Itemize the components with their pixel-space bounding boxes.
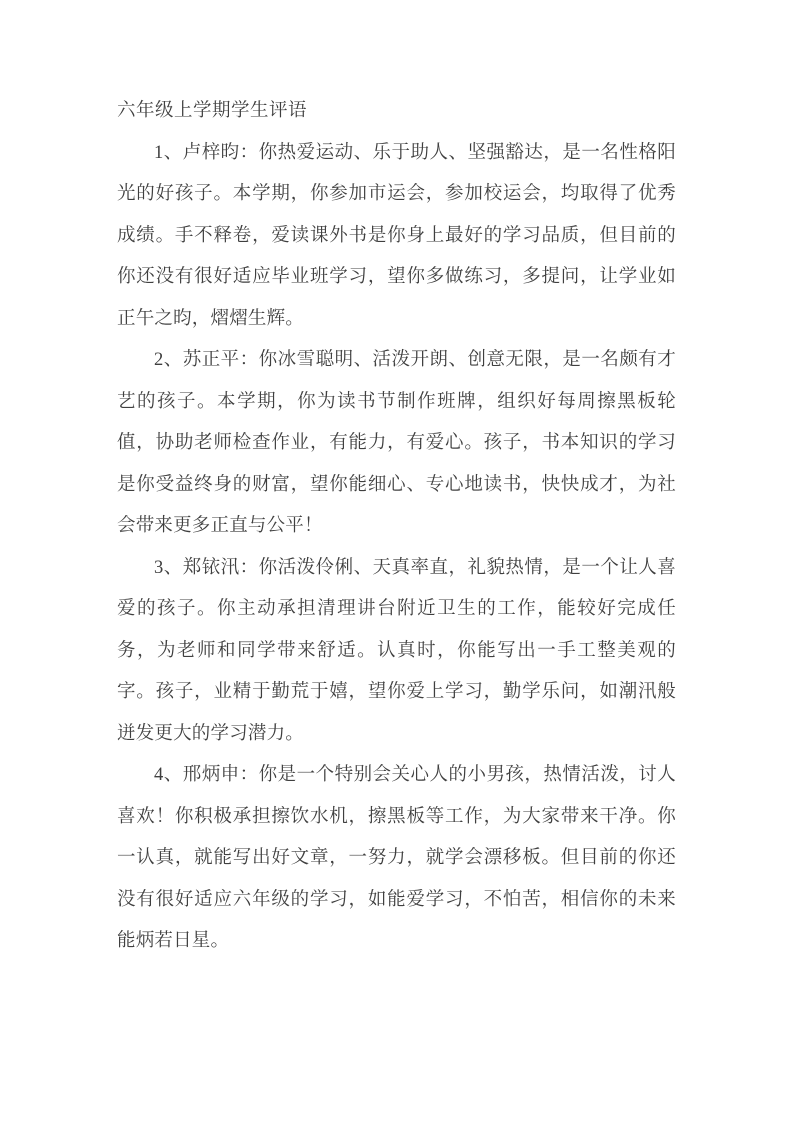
student-comment-paragraph-2: 2、苏正平：你冰雪聪明、活泼开朗、创意无限，是一名颇有才艺的孩子。本学期，你为读书节制作班牌，组织好每周擦黑板轮值，协助老师检查作业，有能力，有爱心。孩子，书本知识的学习是你受益终身的财富，望你能细心、专心地读书，快快成才，为社会带来更多正直与公平！ (117, 350, 676, 536)
student-comment-paragraph-4: 4、邢炳申：你是一个特别会关心人的小男孩，热情活泼，讨人喜欢！你积极承担擦饮水机，擦黑板等工作，为大家带来干净。你一认真，就能写出好文章，一努力，就学会漂移板。但目前的你还没有很好适应六年级的学习，如能爱学习，不怕苦，相信你的未来能炳若日星。 (117, 765, 676, 951)
document-title: 六年级上学期学生评语 (117, 101, 308, 121)
student-comment-paragraph-1: 1、卢梓昀：你热爱运动、乐于助人、坚强豁达，是一名性格阳光的好孩子。本学期，你参加市运会，参加校运会，均取得了优秀成绩。手不释卷，爱读课外书是你身上最好的学习品质，但目前的你还没有很好适应毕业班学习，望你多做练习，多提问，让学业如正午之昀，熠熠生辉。 (117, 142, 676, 329)
student-comment-paragraph-3: 3、郑铱汛：你活泼伶俐、天真率直，礼貌热情，是一个让人喜爱的孩子。你主动承担清理讲台附近卫生的工作，能较好完成任务，为老师和同学带来舒适。认真时，你能写出一手工整美观的字。孩子，业精于勤荒于嬉，望你爱上学习，勤学乐问，如潮汛般迸发更大的学习潜力。 (117, 557, 676, 744)
